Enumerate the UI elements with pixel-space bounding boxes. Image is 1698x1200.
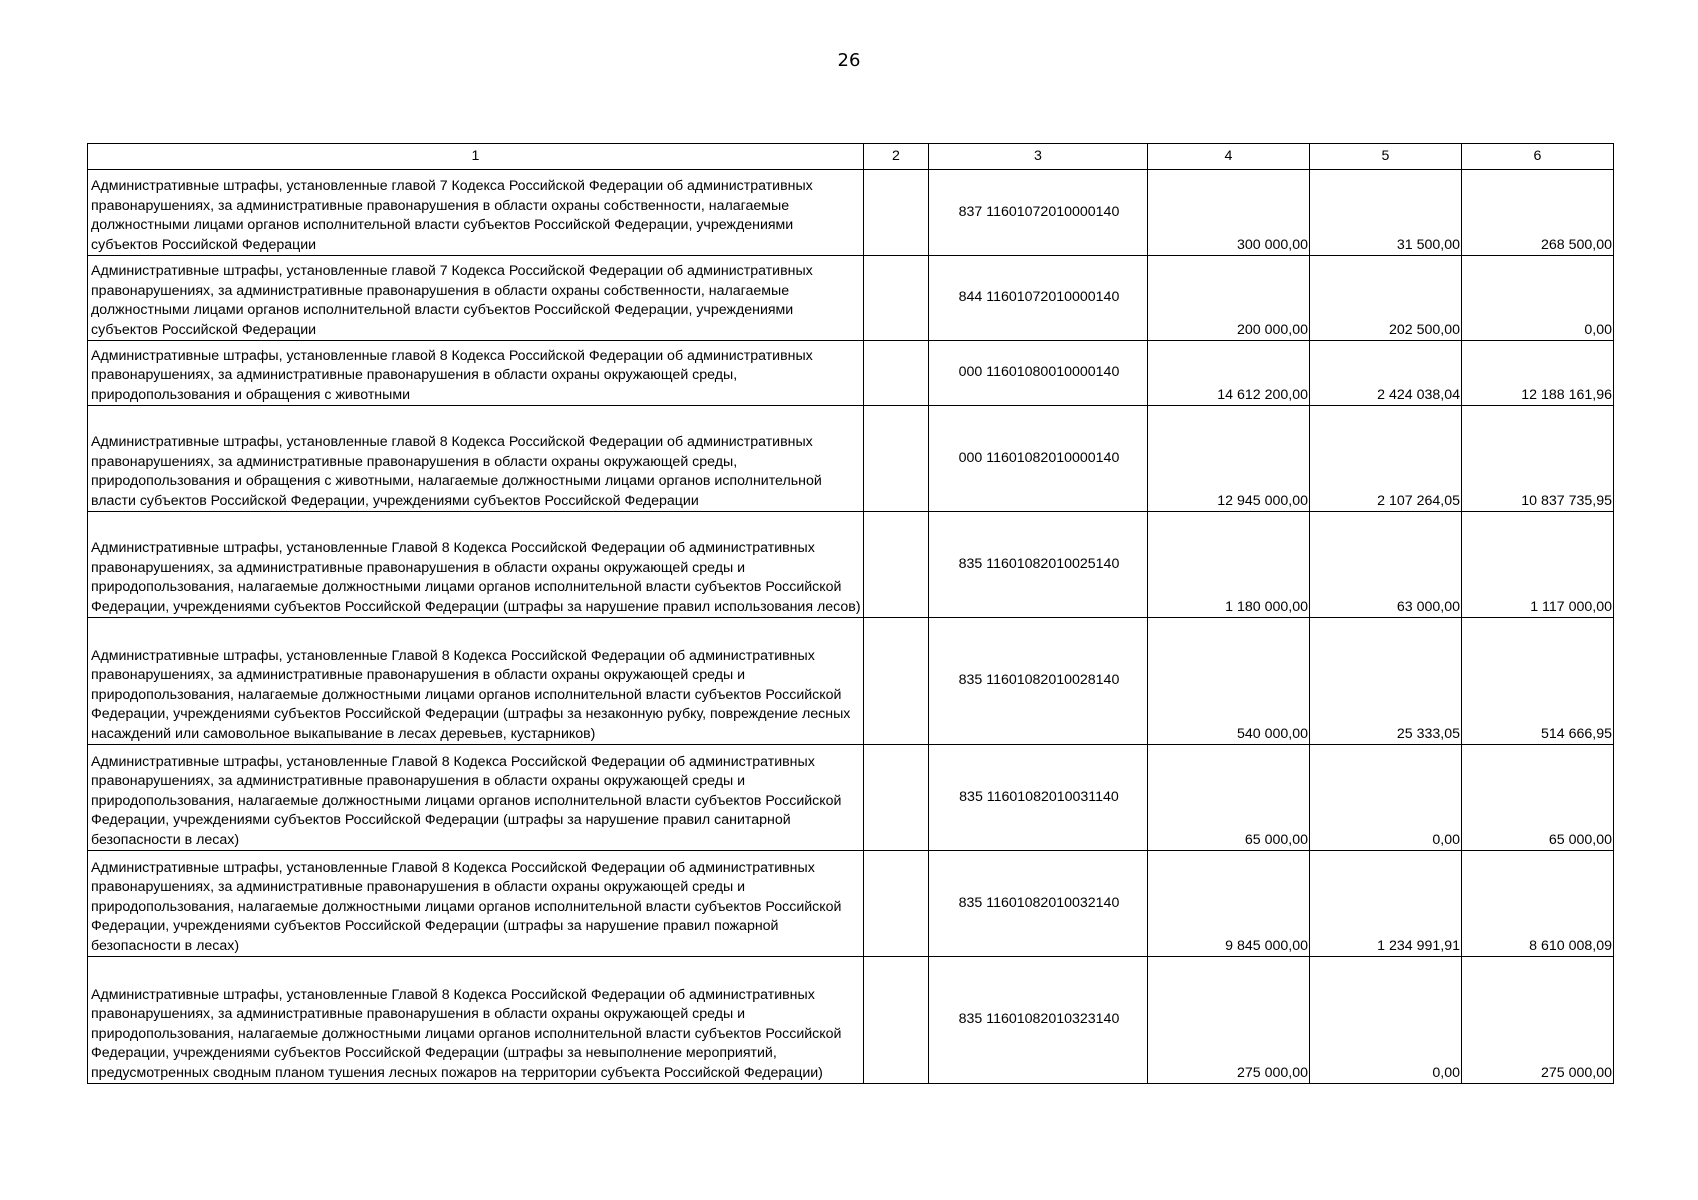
row-col4: 275 000,00 xyxy=(1148,957,1310,1084)
table-row xyxy=(88,618,1614,745)
row-col4: 540 000,00 xyxy=(1148,618,1310,745)
table-header-row xyxy=(88,144,1614,170)
row-code: 835 11601082010032140 xyxy=(929,851,1148,957)
row-col2 xyxy=(864,957,929,1084)
row-code: 000 11601080010000140 xyxy=(929,341,1148,406)
row-col5: 2 424 038,04 xyxy=(1310,341,1462,406)
table-row xyxy=(88,256,1614,341)
column-header-2: 2 xyxy=(864,144,929,170)
row-col2 xyxy=(864,618,929,745)
table-row xyxy=(88,745,1614,851)
row-col4: 300 000,00 xyxy=(1148,170,1310,256)
row-col6: 275 000,00 xyxy=(1462,957,1614,1084)
row-col2 xyxy=(864,170,929,256)
page-number: 26 xyxy=(837,50,861,71)
row-col2 xyxy=(864,256,929,341)
row-name: Административные штрафы, установленные Главой 8 Кодекса Российской Федерации об административных правонарушениях, за административные правонарушения в области охраны окружающей среды и природопользования, налагаемые должностными лицами органов исполнительной власти субъектов Российской Федерации, учреждениями субъектов Российской Федерации (штрафы за нарушение правил пожарной безопасности в лесах) xyxy=(88,851,864,957)
row-col2 xyxy=(864,406,929,512)
row-col6: 12 188 161,96 xyxy=(1462,341,1614,406)
row-code: 837 11601072010000140 xyxy=(929,170,1148,256)
table-row xyxy=(88,341,1614,406)
table-row xyxy=(88,512,1614,618)
row-col6: 1 117 000,00 xyxy=(1462,512,1614,618)
row-code: 835 11601082010323140 xyxy=(929,957,1148,1084)
row-col4: 1 180 000,00 xyxy=(1148,512,1310,618)
row-code: 835 11601082010031140 xyxy=(929,745,1148,851)
row-col5: 25 333,05 xyxy=(1310,618,1462,745)
column-header-3: 3 xyxy=(929,144,1148,170)
row-col5: 2 107 264,05 xyxy=(1310,406,1462,512)
row-code: 844 11601072010000140 xyxy=(929,256,1148,341)
row-name: Административные штрафы, установленные Главой 8 Кодекса Российской Федерации об административных правонарушениях, за административные правонарушения в области охраны окружающей среды и природопользования, налагаемые должностными лицами органов исполнительной власти субъектов Российской Федерации, учреждениями субъектов Российской Федерации (штрафы за нарушение правил санитарной безопасности в лесах) xyxy=(88,745,864,851)
row-name: Административные штрафы, установленные главой 7 Кодекса Российской Федерации об административных правонарушениях, за административные правонарушения в области охраны собственности, налагаемые должностными лицами органов исполнительной власти субъектов Российской Федерации, учреждениями субъектов Российской Федерации xyxy=(88,256,864,341)
row-name: Административные штрафы, установленные Главой 8 Кодекса Российской Федерации об административных правонарушениях, за административные правонарушения в области охраны окружающей среды и природопользования, налагаемые должностными лицами органов исполнительной власти субъектов Российской Федерации, учреждениями субъектов Российской Федерации (штрафы за невыполнение мероприятий, предусмотренных сводным планом тушения лесных пожаров на территории субъекта Российской Федерации) xyxy=(88,957,864,1084)
table-row xyxy=(88,170,1614,256)
budget-table xyxy=(87,143,1614,1084)
row-code: 835 11601082010025140 xyxy=(929,512,1148,618)
row-name: Административные штрафы, установленные главой 7 Кодекса Российской Федерации об административных правонарушениях, за административные правонарушения в области охраны собственности, налагаемые должностными лицами органов исполнительной власти субъектов Российской Федерации, учреждениями субъектов Российской Федерации xyxy=(88,170,864,256)
row-col4: 9 845 000,00 xyxy=(1148,851,1310,957)
row-col5: 31 500,00 xyxy=(1310,170,1462,256)
row-col4: 65 000,00 xyxy=(1148,745,1310,851)
row-col2 xyxy=(864,512,929,618)
row-col2 xyxy=(864,745,929,851)
row-col4: 200 000,00 xyxy=(1148,256,1310,341)
row-col6: 514 666,95 xyxy=(1462,618,1614,745)
row-name: Административные штрафы, установленные главой 8 Кодекса Российской Федерации об административных правонарушениях, за административные правонарушения в области охраны окружающей среды, природопользования и обращения с животными xyxy=(88,341,864,406)
row-col5: 63 000,00 xyxy=(1310,512,1462,618)
row-col6: 0,00 xyxy=(1462,256,1614,341)
row-col5: 1 234 991,91 xyxy=(1310,851,1462,957)
row-col5: 0,00 xyxy=(1310,957,1462,1084)
row-col2 xyxy=(864,851,929,957)
row-col4: 14 612 200,00 xyxy=(1148,341,1310,406)
row-col2 xyxy=(864,341,929,406)
column-header-1: 1 xyxy=(88,144,864,170)
row-col6: 65 000,00 xyxy=(1462,745,1614,851)
row-col6: 268 500,00 xyxy=(1462,170,1614,256)
row-code: 835 11601082010028140 xyxy=(929,618,1148,745)
row-col6: 10 837 735,95 xyxy=(1462,406,1614,512)
row-col5: 0,00 xyxy=(1310,745,1462,851)
column-header-6: 6 xyxy=(1462,144,1614,170)
column-header-5: 5 xyxy=(1310,144,1462,170)
row-name: Административные штрафы, установленные главой 8 Кодекса Российской Федерации об административных правонарушениях, за административные правонарушения в области охраны окружающей среды, природопользования и обращения с животными, налагаемые должностными лицами органов исполнительной власти субъектов Российской Федерации, учреждениями субъектов Российской Федерации xyxy=(88,406,864,512)
row-name: Административные штрафы, установленные Главой 8 Кодекса Российской Федерации об административных правонарушениях, за административные правонарушения в области охраны окружающей среды и природопользования, налагаемые должностными лицами органов исполнительной власти субъектов Российской Федерации, учреждениями субъектов Российской Федерации (штрафы за нарушение правил использования лесов) xyxy=(88,512,864,618)
row-code: 000 11601082010000140 xyxy=(929,406,1148,512)
row-col5: 202 500,00 xyxy=(1310,256,1462,341)
row-col4: 12 945 000,00 xyxy=(1148,406,1310,512)
row-name: Административные штрафы, установленные Главой 8 Кодекса Российской Федерации об административных правонарушениях, за административные правонарушения в области охраны окружающей среды и природопользования, налагаемые должностными лицами органов исполнительной власти субъектов Российской Федерации, учреждениями субъектов Российской Федерации (штрафы за незаконную рубку, повреждение лесных насаждений или самовольное выкапывание в лесах деревьев, кустарников) xyxy=(88,618,864,745)
column-header-4: 4 xyxy=(1148,144,1310,170)
table-row xyxy=(88,851,1614,957)
table-row xyxy=(88,957,1614,1084)
row-col6: 8 610 008,09 xyxy=(1462,851,1614,957)
table-row xyxy=(88,406,1614,512)
